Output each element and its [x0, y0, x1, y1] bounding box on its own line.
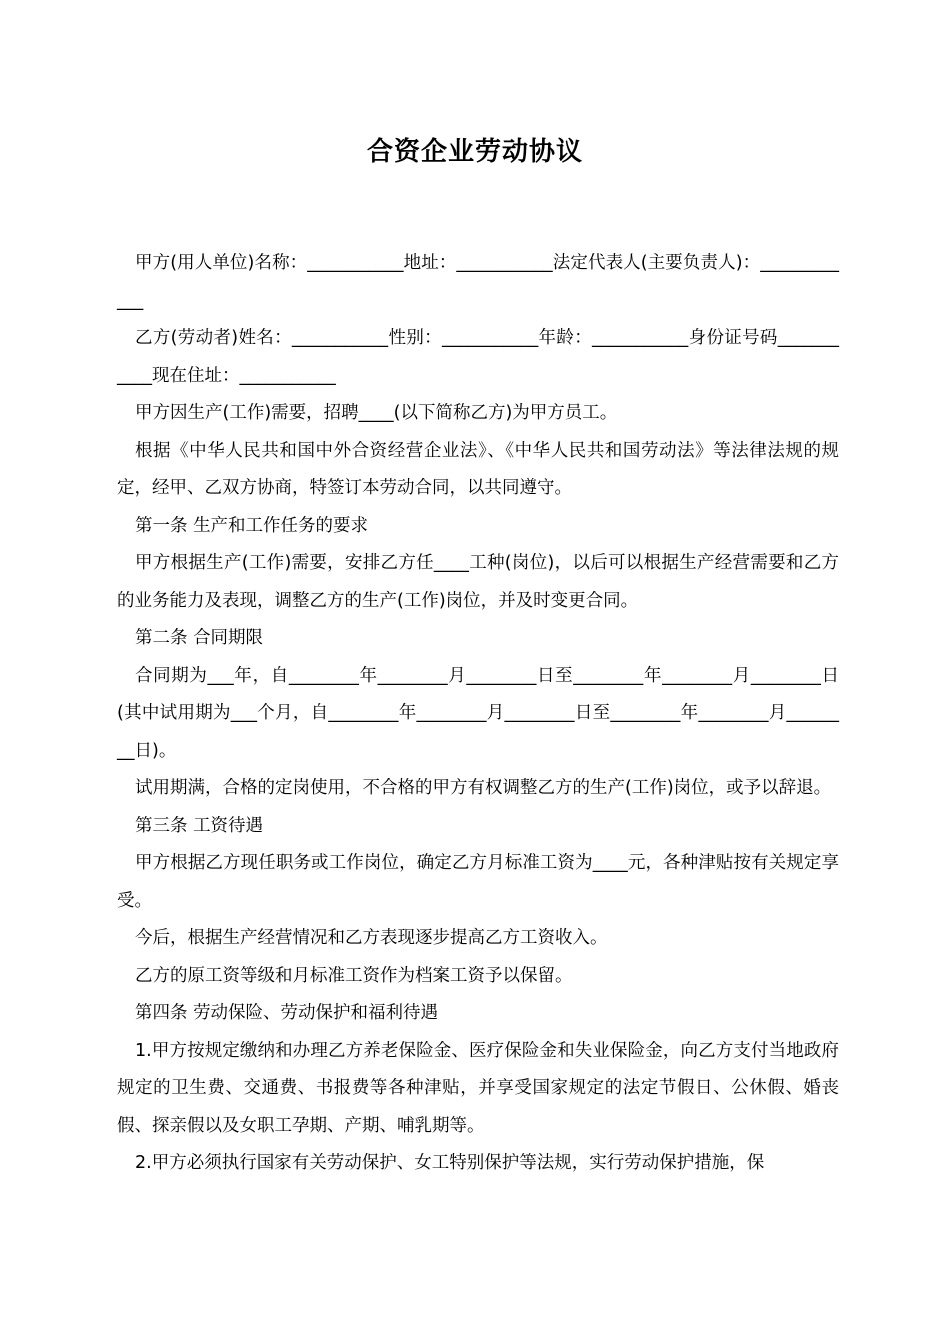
- article-3-heading: 第三条 工资待遇: [135, 815, 264, 836]
- paragraph-legal-basis: 根据《中华人民共和国中外合资经营企业法》、《中华人民共和国劳动法》等法律法规的规定，经甲、乙双方协商，特签订本劳动合同，以共同遵守。: [117, 440, 839, 498]
- article-2-term: 合同期为___年，自________年________月________日至________年________月________日(其中试用期为___个月，自________年________月________日至________年________月________日)。: [117, 665, 839, 761]
- article-4-item-2: 2.甲方必须执行国家有关劳动保护、女工特别保护等法规，实行劳动保护措施，保: [135, 1153, 765, 1173]
- paragraph-recruitment: 甲方因生产(工作)需要，招聘____(以下简称乙方)为甲方员工。: [135, 403, 618, 423]
- article-4-item-1: 1.甲方按规定缴纳和办理乙方养老保险金、医疗保险金和失业保险金，向乙方支付当地政府规定的卫生费、交通费、书报费等各种津贴，并享受国家规定的法定节假日、公休假、婚丧假、探亲假以及女职工孕期、产期、哺乳期等。: [117, 1040, 839, 1136]
- article-1-text: 甲方根据生产(工作)需要，安排乙方任____工种(岗位)，以后可以根据生产经营需要和乙方的业务能力及表现，调整乙方的生产(工作)岗位，并及时变更合同。: [117, 553, 839, 611]
- article-3-archive: 乙方的原工资等级和月标准工资作为档案工资予以保留。: [135, 965, 573, 986]
- document-body: [117, 245, 839, 1183]
- article-4-heading: 第四条 劳动保险、劳动保护和福利待遇: [135, 1003, 439, 1023]
- article-1-heading: 第一条 生产和工作任务的要求: [135, 515, 369, 536]
- paragraph-party-b: 乙方(劳动者)姓名：___________性别：___________年龄：___________身份证号码___________现在住址：___________: [117, 328, 839, 386]
- article-3-raise: 今后，根据生产经营情况和乙方表现逐步提高乙方工资收入。: [135, 928, 608, 948]
- article-3-salary: 甲方根据乙方现任职务或工作岗位，确定乙方月标准工资为____元，各种津贴按有关规定享受。: [117, 853, 839, 911]
- document-title: 合资企业劳动协议: [366, 137, 583, 167]
- paragraph-party-a: 甲方(用人单位)名称：___________地址：___________法定代表人(主要负责人)：____________: [117, 253, 839, 311]
- article-2-heading: 第二条 合同期限: [135, 628, 264, 648]
- article-2-probation: 试用期满，合格的定岗使用，不合格的甲方有权调整乙方的生产(工作)岗位，或予以辞退。: [135, 778, 832, 798]
